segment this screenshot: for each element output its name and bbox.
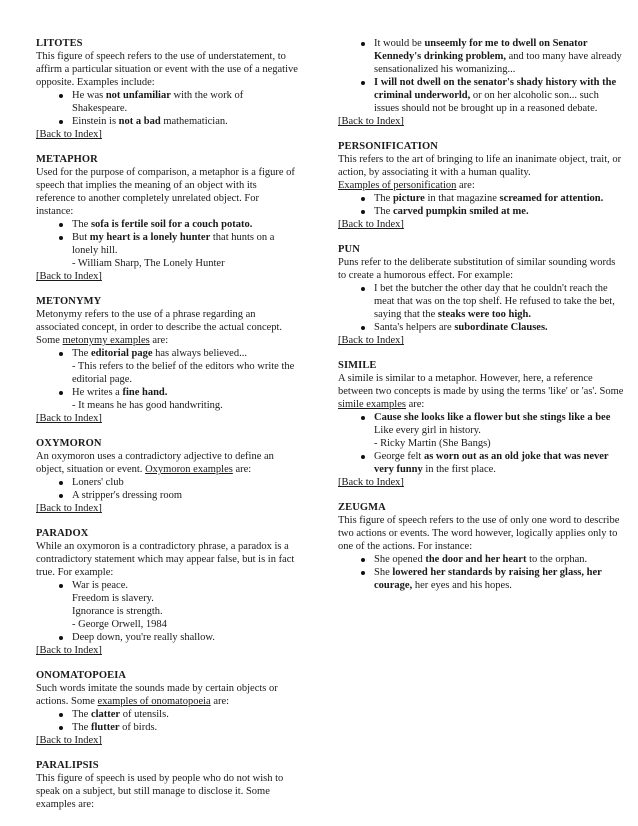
example-note: - This refers to the belief of the editors who write the editorial page. xyxy=(72,361,295,385)
section-intro: This figure of speech refers to the use of understatement, to affirm a particular situation or event with the use of a negative opposite. Examples include: xyxy=(36,51,298,88)
examples-link[interactable]: examples of onomatopoeia xyxy=(97,696,211,707)
section-heading: PERSONIFICATION xyxy=(338,141,438,152)
back-to-index-link[interactable]: [Back to Index] xyxy=(36,503,102,514)
example-item: She opened the door and her heart to the orphan. xyxy=(374,553,626,566)
onomatopoeia-section xyxy=(36,669,298,747)
example-item: He writes a fine hand. - It means he has good handwriting. xyxy=(72,386,298,412)
section-heading: PUN xyxy=(338,244,360,255)
example-item: Cause she looks like a flower but she stings like a bee Like every girl in history. - Ricky Martin (She Bangs) xyxy=(374,411,626,450)
examples-link[interactable]: metonymy examples xyxy=(62,335,150,346)
examples-link[interactable]: Examples of personification xyxy=(338,180,457,191)
back-to-index-link[interactable]: [Back to Index] xyxy=(338,219,404,230)
example-list xyxy=(338,282,626,334)
example-item: Einstein is not a bad mathematician. xyxy=(72,115,298,128)
back-to-index-link[interactable]: [Back to Index] xyxy=(338,477,404,488)
example-item: But my heart is a lonely hunter that hunts on a lonely hill. - William Sharp, The Lonely Hunter xyxy=(72,231,298,270)
section-intro: Used for the purpose of comparison, a metaphor is a figure of speech that implies the meaning of an object with its reference to another completely unrelated object. For instance: xyxy=(36,167,295,217)
example-list xyxy=(36,476,298,502)
example-item: Santa's helpers are subordinate Clauses. xyxy=(374,321,626,334)
example-item: I will not dwell on the senator's shady history with the criminal underworld, or on her alcoholic son... such issues should not be brought up in a reasoned debate. xyxy=(374,76,626,115)
example-list xyxy=(36,708,298,734)
example-list xyxy=(338,411,626,476)
paradox-section xyxy=(36,527,298,657)
section-intro-examples: Examples of personification are: xyxy=(338,180,475,191)
example-note: - Ricky Martin (She Bangs) xyxy=(374,438,491,449)
example-note: - George Orwell, 1984 xyxy=(72,619,167,630)
personification-section xyxy=(338,140,626,231)
back-to-index-link[interactable]: [Back to Index] xyxy=(36,645,102,656)
example-list xyxy=(338,192,626,218)
section-heading: PARALIPSIS xyxy=(36,760,99,771)
section-intro: A simile is similar to a metaphor. However, here, a reference between two concepts is made by using the terms 'like' or 'as'. Some simile examples are: xyxy=(338,373,624,410)
example-list xyxy=(36,218,298,270)
example-note: - William Sharp, The Lonely Hunter xyxy=(72,258,225,269)
section-heading: METONYMY xyxy=(36,296,102,307)
example-item: War is peace. Freedom is slavery. Ignorance is strength. - George Orwell, 1984 xyxy=(72,579,298,631)
example-item: Loners' club xyxy=(72,476,298,489)
section-heading: LITOTES xyxy=(36,38,83,49)
paralipsis-section xyxy=(36,759,298,811)
example-list xyxy=(338,37,626,115)
example-item: The clatter of utensils. xyxy=(72,708,298,721)
section-intro: Metonymy refers to the use of a phrase regarding an associated concept, in order to describe the actual concept. Some metonymy examples are: xyxy=(36,309,283,346)
metaphor-section xyxy=(36,153,298,283)
section-intro: This figure of speech is used by people who do not wish to speak on a subject, but still manage to disclose it. Some examples are: xyxy=(36,773,284,810)
section-intro: An oxymoron uses a contradictory adjective to define an object, situation or event. Oxymoron examples are: xyxy=(36,451,274,475)
paralipsis-continued-section xyxy=(338,37,626,128)
example-item: A stripper's dressing room xyxy=(72,489,298,502)
example-list xyxy=(36,347,298,412)
section-heading: ZEUGMA xyxy=(338,502,386,513)
left-column xyxy=(36,37,298,823)
back-to-index-link[interactable]: [Back to Index] xyxy=(36,413,102,424)
example-list xyxy=(338,553,626,592)
back-to-index-link[interactable]: [Back to Index] xyxy=(338,335,404,346)
examples-link[interactable]: Oxymoron examples xyxy=(145,464,233,475)
example-item: The flutter of birds. xyxy=(72,721,298,734)
example-item: He was not unfamiliar with the work of Shakespeare. xyxy=(72,89,298,115)
example-note: - It means he has good handwriting. xyxy=(72,400,223,411)
section-heading: ONOMATOPOEIA xyxy=(36,670,127,681)
example-item: The carved pumpkin smiled at me. xyxy=(374,205,626,218)
example-item: Deep down, you're really shallow. xyxy=(72,631,298,644)
example-item: I bet the butcher the other day that he couldn't reach the meat that was on the top shelf. He refused to take the bet, saying that the steaks were too high. xyxy=(374,282,626,321)
examples-link[interactable]: simile examples xyxy=(338,399,406,410)
metonymy-section xyxy=(36,295,298,425)
example-item: The editorial page has always believed... - This refers to the belief of the editors who write the editorial page. xyxy=(72,347,298,386)
example-list xyxy=(36,89,298,128)
section-intro: This refers to the art of bringing to life an inanimate object, trait, or action, by associating it with a human quality. xyxy=(338,154,622,178)
pun-section xyxy=(338,243,626,347)
section-intro: This figure of speech refers to the use of only one word to describe two actions or events. The word however, logically applies only to one of the actions. For instance: xyxy=(338,515,620,552)
litotes-section xyxy=(36,37,298,141)
section-intro: Puns refer to the deliberate substitution of similar sounding words to create a humorous effect. For example: xyxy=(338,257,616,281)
section-heading: OXYMORON xyxy=(36,438,102,449)
section-heading: PARADOX xyxy=(36,528,89,539)
back-to-index-link[interactable]: [Back to Index] xyxy=(36,129,102,140)
zeugma-section xyxy=(338,501,626,592)
back-to-index-link[interactable]: [Back to Index] xyxy=(36,271,102,282)
example-list xyxy=(36,579,298,644)
example-item: The picture in that magazine screamed for attention. xyxy=(374,192,626,205)
section-heading: SIMILE xyxy=(338,360,377,371)
right-column xyxy=(338,37,626,604)
section-intro: While an oxymoron is a contradictory phrase, a paradox is a contradictory statement which may appear false, but is in fact true. For example: xyxy=(36,541,295,578)
example-item: George felt as worn out as an old joke that was never very funny in the first place. xyxy=(374,450,626,476)
example-item: The sofa is fertile soil for a couch potato. xyxy=(72,218,298,231)
example-item: She lowered her standards by raising her glass, her courage, her eyes and his hopes. xyxy=(374,566,626,592)
section-intro: Such words imitate the sounds made by certain objects or actions. Some examples of onomatopoeia are: xyxy=(36,683,278,707)
back-to-index-link[interactable]: [Back to Index] xyxy=(338,116,404,127)
simile-section xyxy=(338,359,626,489)
oxymoron-section xyxy=(36,437,298,515)
example-item: It would be unseemly for me to dwell on Senator Kennedy's drinking problem, and too many have already sensationalized his womanizing... xyxy=(374,37,626,76)
section-heading: METAPHOR xyxy=(36,154,98,165)
back-to-index-link[interactable]: [Back to Index] xyxy=(36,735,102,746)
